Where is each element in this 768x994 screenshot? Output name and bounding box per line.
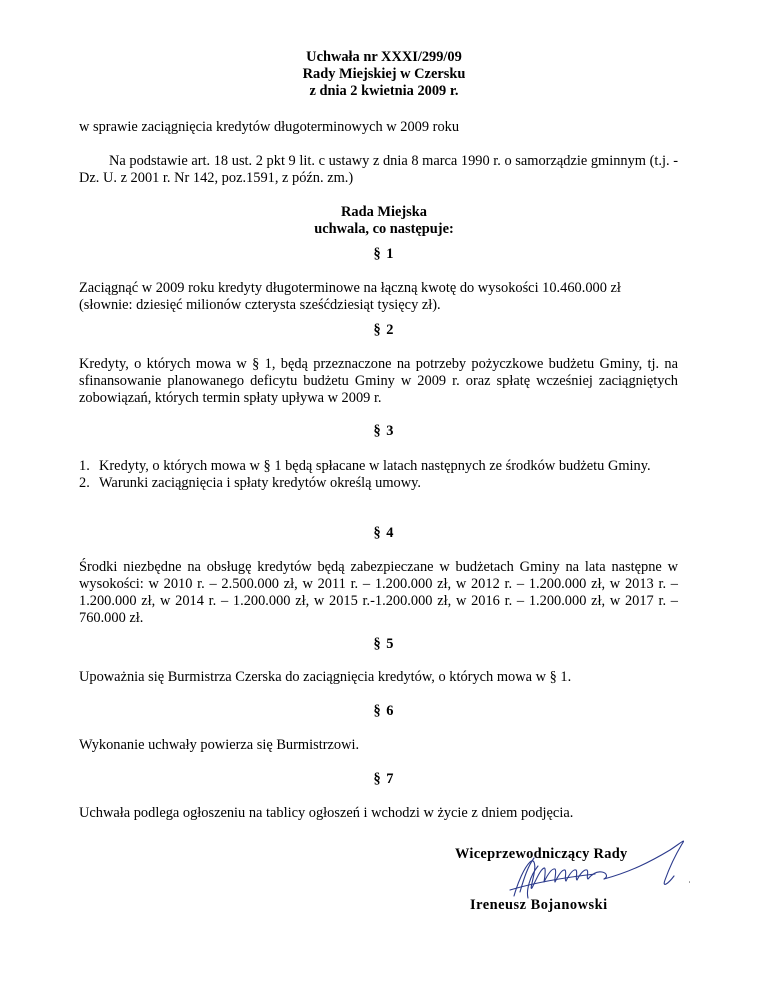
list-item (79, 458, 678, 475)
resolution-date: z dnia 2 kwietnia 2009 r. (309, 83, 459, 99)
section-1-heading: § 1 (373, 246, 395, 262)
signatory-name: Ireneusz Bojanowski (470, 897, 608, 913)
section-5-text: Upoważnia się Burmistrza Czerska do zaciągnięcia kredytów, o których mowa w § 1. (79, 669, 572, 685)
section-1-text: Zaciągnąć w 2009 roku kredyty długoterminowe na łączną kwotę do wysokości 10.460.000 zł (słownie: dziesięć milionów czterysta sześćdziesiąt tysięcy zł). (79, 280, 621, 313)
section-5-heading: § 5 (373, 636, 395, 652)
legal-basis: Na podstawie art. 18 ust. 2 pkt 9 lit. c ustawy z dnia 8 marca 1990 r. o samorządzie gminnym (t.j. - Dz. U. z 2001 r. Nr 142, poz.1591, z późn. zm.) (79, 153, 678, 186)
council-name: Rada Miejska (341, 204, 427, 220)
section-3-heading: § 3 (373, 423, 395, 439)
section-7-heading: § 7 (373, 771, 395, 787)
list-item-text: Warunki zaciągnięcia i spłaty kredytów określą umowy. (99, 475, 421, 491)
section-4-text: Środki niezbędne na obsługę kredytów będą zabezpieczane w budżetach Gminy na lata następne w wysokości: w 2010 r. – 2.500.000 zł, w 2011 r. – 1.200.000 zł, w 2012 r. – 1.200.000 zł, w 2013 r. – 1.200.000 zł, w 2014 r. – 1.200.000 zł, w 2015 r.-1.200.000 zł, w 2016 r. – 1.200.000 zł, w 2017 r. – 760.000 zł. (79, 559, 678, 626)
resolution-issuer: Rady Miejskiej w Czersku (302, 66, 466, 82)
signatory-title: Wiceprzewodniczący Rady (455, 846, 628, 862)
council-decides: uchwala, co następuje: (314, 221, 454, 237)
section-6-heading: § 6 (373, 703, 395, 719)
section-6-text: Wykonanie uchwały powierza się Burmistrzowi. (79, 737, 360, 753)
list-item-text: Kredyty, o których mowa w § 1 będą spłacane w latach następnych ze środków budżetu Gminy. (99, 458, 651, 474)
resolution-number: Uchwała nr XXXI/299/09 (306, 49, 462, 65)
section-3-list (79, 458, 678, 492)
signature-block (455, 840, 685, 920)
resolution-subject: w sprawie zaciągnięcia kredytów długoterminowych w 2009 roku (79, 119, 460, 135)
list-item (79, 475, 678, 492)
list-item-number: 1. (79, 458, 90, 474)
section-2-heading: § 2 (373, 322, 395, 338)
section-2-text: Kredyty, o których mowa w § 1, będą przeznaczone na potrzeby pożyczkowe budżetu Gminy, tj. na sfinansowanie planowanego deficytu budżetu Gminy w 2009 r. oraz spłatę wcześniej zaciągniętych zobowiązań, których termin spłaty upływa w 2009 r. (79, 356, 678, 406)
list-item-number: 2. (79, 475, 90, 491)
resolution-header (0, 49, 768, 100)
handwritten-signature (500, 832, 690, 904)
section-4-heading: § 4 (373, 525, 395, 541)
section-7-text: Uchwała podlega ogłoszeniu na tablicy ogłoszeń i wchodzi w życie z dniem podjęcia. (79, 805, 574, 821)
council-heading (0, 204, 768, 238)
